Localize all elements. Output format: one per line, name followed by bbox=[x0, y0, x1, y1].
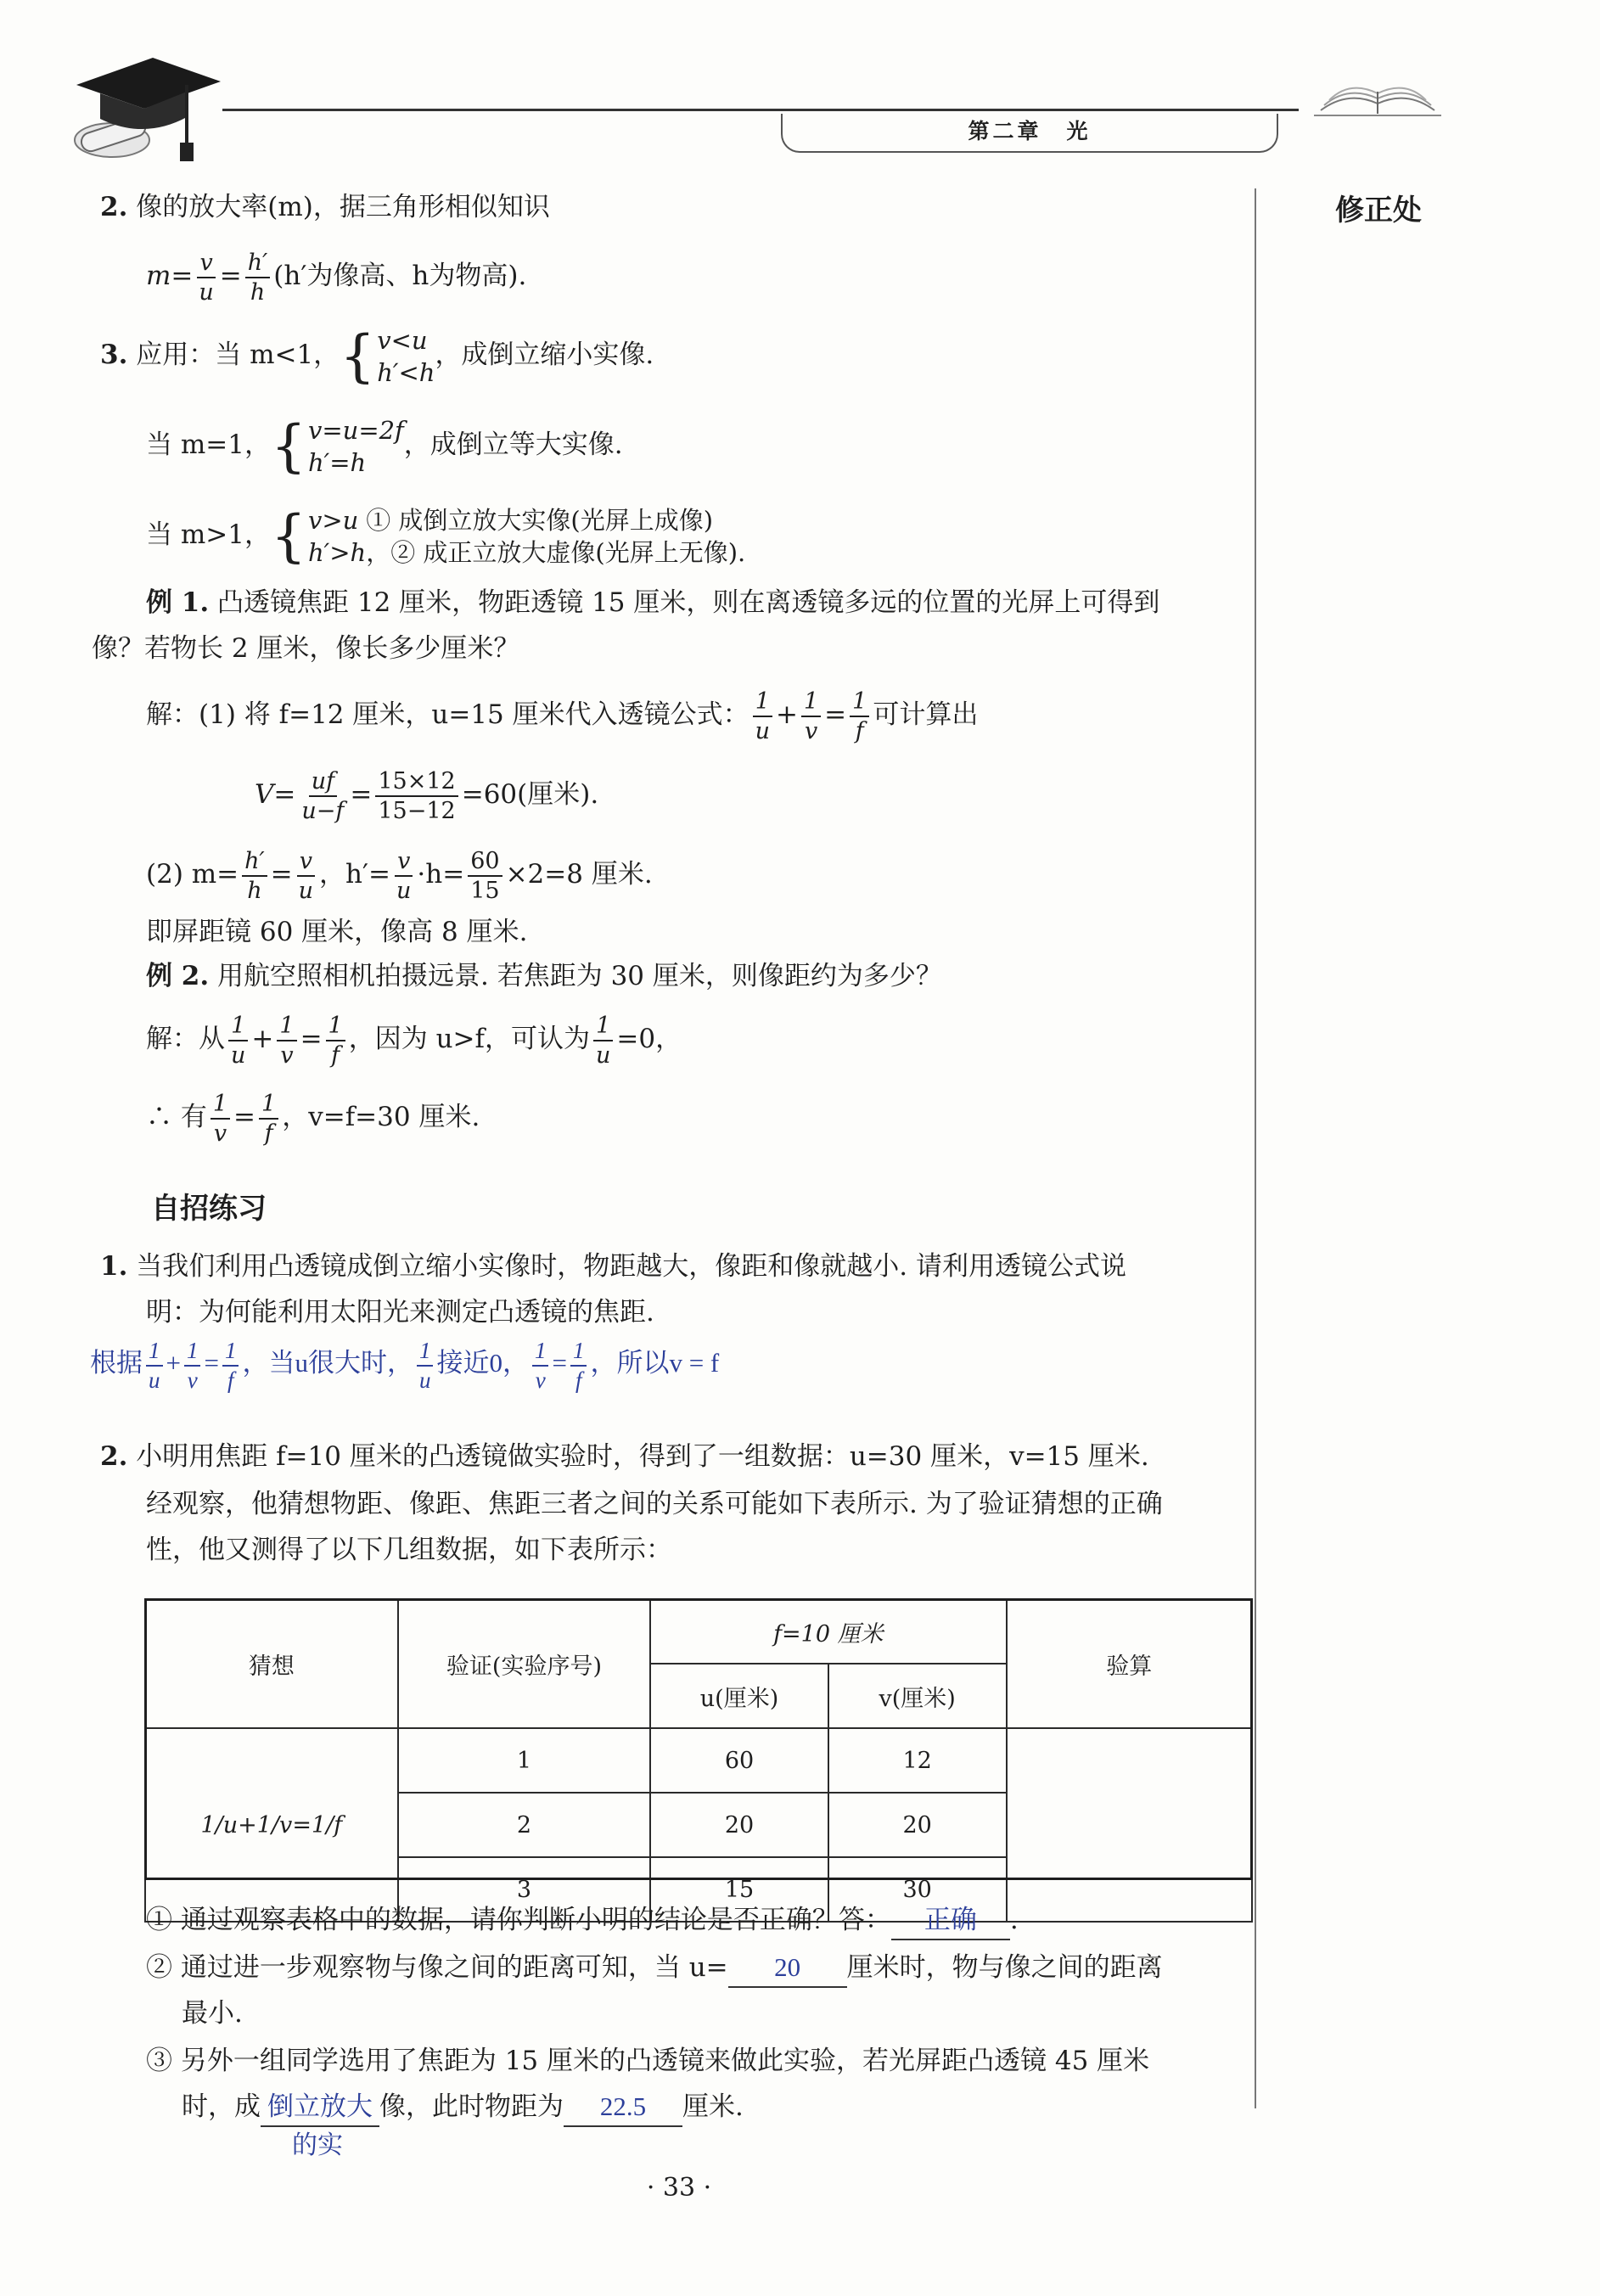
row-v: 20 bbox=[828, 1793, 1007, 1857]
graduation-cap-icon bbox=[59, 51, 229, 166]
answer-3-line-1: ③ 另外一组同学选用了焦距为 15 厘米的凸透镜来做此实验，若光屏距凸透镜 45 厘米 bbox=[146, 2046, 1150, 2076]
calc-cell bbox=[1007, 1728, 1252, 1922]
example-1-solution-2: (2) m= $\frac{h'}{h}$ = $\frac{v}{u}$ ，h′= $\frac{v}{u}$ ·h= $\frac{60}{15}$ ×2=8 厘米. bbox=[146, 847, 653, 904]
answer-3-blank-2[interactable]: 22.5 bbox=[564, 2088, 682, 2127]
answer-3-line-2: 时，成 倒立放大 像，此时物距为 22.5 厘米. bbox=[182, 2088, 744, 2127]
header-u: u(厘米) bbox=[650, 1664, 828, 1728]
item-number: 2. bbox=[100, 192, 128, 222]
row-u: 15 bbox=[650, 1857, 828, 1922]
question-2-line-2: 经观察，他猜想物距、像距、焦距三者之间的关系可能如下表所示. 为了验证猜想的正确 bbox=[146, 1489, 1163, 1519]
answer-1-blank[interactable]: 正确 bbox=[891, 1901, 1010, 1940]
example-1-v-calc: V= $\frac{uf}{u-f}$ = $\frac{15\times 12}{15-12}$ =60(厘米). bbox=[255, 767, 599, 824]
header-verify: 验证(实验序号) bbox=[398, 1599, 650, 1728]
item-3-case-3: 当 m>1，{ v>u h′>h ① 成倒立放大实像(光屏上成像) ，② 成正立放大虚像(光屏上无像). bbox=[146, 502, 746, 569]
row-u: 20 bbox=[650, 1793, 828, 1857]
row-index: 3 bbox=[398, 1857, 650, 1922]
question-2-line-1: 2. 小明用焦距 f=10 厘米的凸透镜做实验时，得到了一组数据：u=30 厘米，v=15 厘米. bbox=[100, 1441, 1149, 1472]
chapter-label: 第二章 光 bbox=[781, 114, 1278, 153]
question-1-handwritten-answer: 根据 $\frac{1}{u}$ + $\frac{1}{v}$ = $\frac{1}{f}$ ，当u很大时， $\frac{1}{u}$ 接近0， $\frac{1}{v}$ = $\frac{1}{f}$ ，所以v = f bbox=[90, 1337, 720, 1393]
header-calc: 验算 bbox=[1007, 1599, 1252, 1728]
answer-3-blank-1-continued: 的实 bbox=[292, 2131, 343, 2159]
margin-title: 修正处 bbox=[1335, 194, 1422, 227]
item-text: 像的放大率(m)，据三角形相似知识 bbox=[136, 192, 550, 222]
margin-divider bbox=[1255, 188, 1256, 2108]
row-index: 1 bbox=[398, 1728, 650, 1793]
magnification-formula: m= $\frac{v}{u}$ = $\frac{h'}{h}$ (h′为像高、h为物高). bbox=[146, 249, 527, 306]
item-2 bbox=[100, 188, 550, 226]
page-number: · 33 · bbox=[646, 2173, 712, 2203]
row-u: 60 bbox=[650, 1728, 828, 1793]
answer-2-line-2: 最小. bbox=[182, 1998, 243, 2029]
example-2-solution: 解：从 $\frac{1}{u}$ + $\frac{1}{v}$ = $\frac{1}{f}$ ，因为 u>f，可认为 $\frac{1}{u}$ =0， bbox=[146, 1012, 682, 1069]
header-guess: 猜想 bbox=[145, 1599, 398, 1728]
open-book-icon bbox=[1314, 66, 1441, 121]
header-focal-length: f=10 厘米 bbox=[650, 1599, 1006, 1664]
item-3-case-2: 当 m=1，{ v=u=2f h′=h ，成倒立等大实像. bbox=[146, 413, 623, 479]
header-v: v(厘米) bbox=[828, 1664, 1007, 1728]
row-v: 12 bbox=[828, 1728, 1007, 1793]
example-2-question: 例 2. 用航空照相机拍摄远景. 若焦距为 30 厘米，则像距约为多少？ bbox=[146, 961, 942, 991]
example-2-result: ∴ 有 $\frac{1}{v}$ = $\frac{1}{f}$ ，v=f=30 厘米. bbox=[146, 1090, 480, 1147]
row-index: 2 bbox=[398, 1793, 650, 1857]
example-1-solution-1: 解：(1) 将 f=12 厘米，u=15 厘米代入透镜公式： $\frac{1}{u}$ + $\frac{1}{v}$ = $\frac{1}{f}$ 可计算出 bbox=[146, 688, 979, 744]
formula-note: (h′为像高、h为物高). bbox=[273, 261, 527, 291]
question-1-line-2: 明：为何能利用太阳光来测定凸透镜的焦距. bbox=[146, 1297, 654, 1328]
example-1-conclusion: 即屏距镜 60 厘米，像高 8 厘米. bbox=[146, 917, 528, 947]
row-v: 30 bbox=[828, 1857, 1007, 1922]
item-3-case-1: 3. 应用：当 m<1，{ v<u h′<h ，成倒立缩小实像. bbox=[100, 323, 654, 389]
question-1-line-1: 1. 当我们利用凸透镜成倒立缩小实像时，物距越大，像距和像就越小. 请利用透镜公式说 bbox=[100, 1251, 1126, 1282]
experiment-table bbox=[144, 1598, 1253, 1923]
guess-formula: 1/u+1/v=1/f bbox=[145, 1728, 398, 1922]
table-row bbox=[145, 1728, 1252, 1793]
header-rule bbox=[222, 109, 1299, 111]
answer-2: ② 通过进一步观察物与像之间的距离可知，当 u= 20 厘米时，物与像之间的距离 bbox=[146, 1949, 1163, 1988]
answer-3-blank-1[interactable]: 倒立放大 bbox=[261, 2088, 379, 2127]
practice-title: 自招练习 bbox=[151, 1192, 267, 1226]
answer-2-blank[interactable]: 20 bbox=[728, 1949, 847, 1988]
example-1-line-2: 像？若物长 2 厘米，像长多少厘米？ bbox=[92, 633, 520, 664]
answer-1: ① 通过观察表格中的数据，请你判断小明的结论是否正确？答： 正确 . bbox=[146, 1901, 1019, 1940]
question-2-line-3: 性，他又测得了以下几组数据，如下表所示： bbox=[146, 1535, 672, 1565]
example-1-line-1: 例 1. 凸透镜焦距 12 厘米，物距透镜 15 厘米，则在离透镜多远的位置的光屏上可得到 bbox=[146, 587, 1160, 618]
